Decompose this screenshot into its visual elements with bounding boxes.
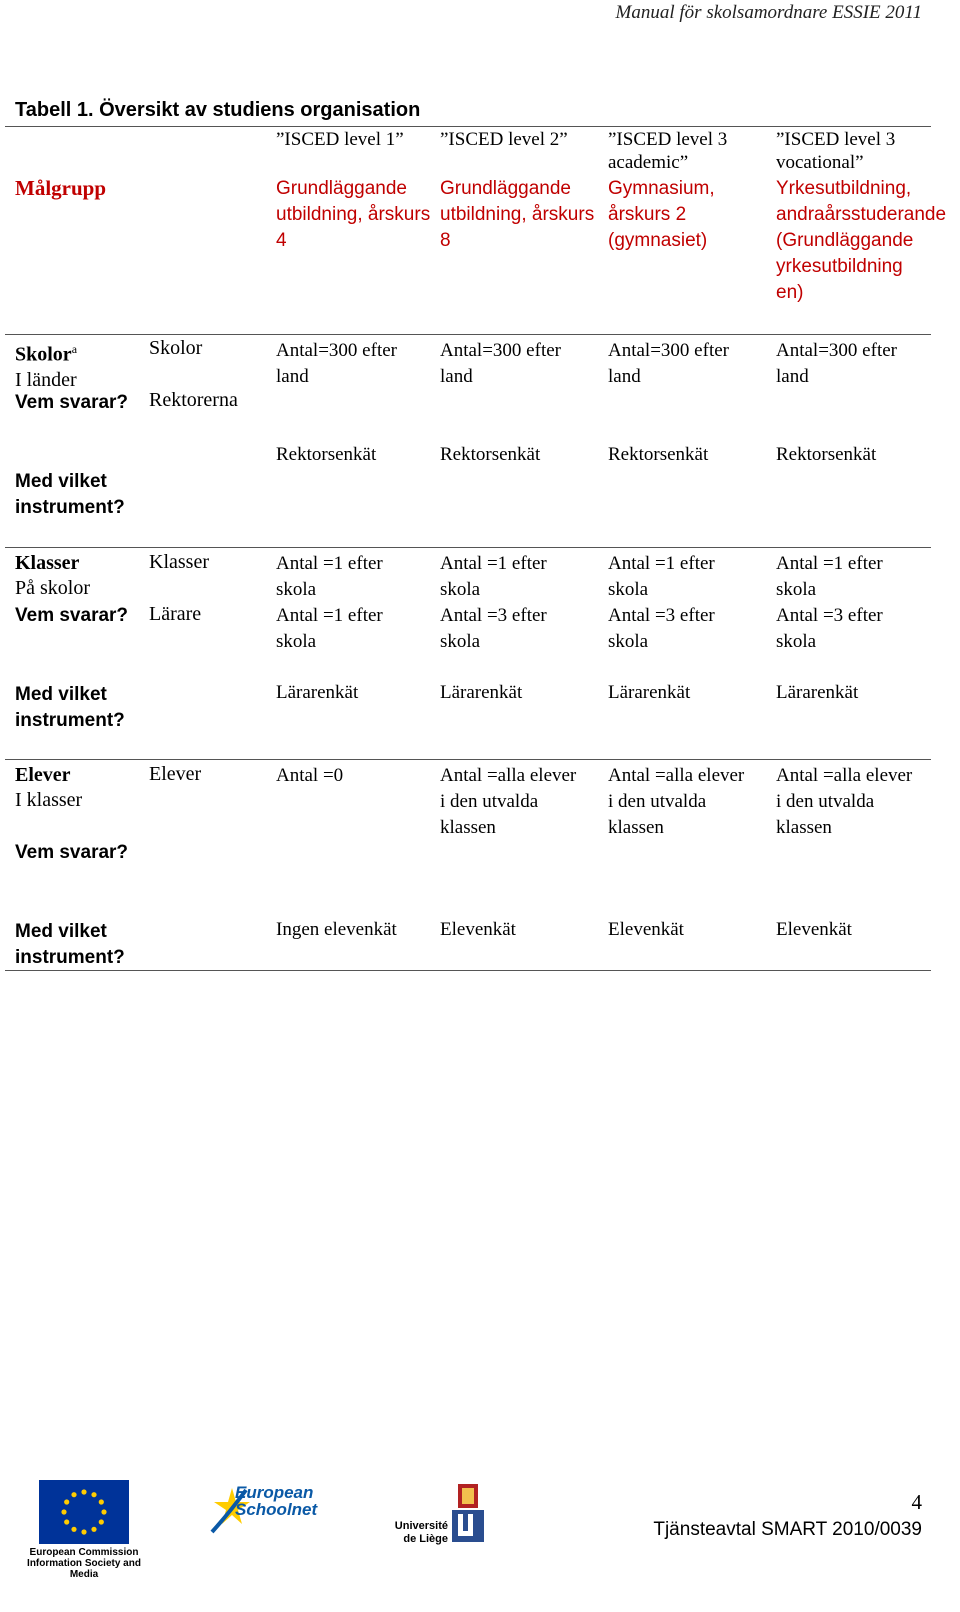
count-cell: Antal =0 — [276, 765, 344, 786]
row-label-sub: I länder — [15, 368, 77, 391]
count-cell: Antal=300 efter land — [276, 340, 397, 387]
vem-svarar-label: Vem svarar? — [15, 392, 129, 413]
count-cell: Antal=300 efter land — [776, 340, 897, 387]
liege-crest-icon — [450, 1482, 486, 1544]
column-header: ”ISCED level 3 academic” — [608, 129, 728, 173]
instrument-cell: Lärarenkät — [276, 682, 359, 703]
instrument-cell: Rektorsenkät — [276, 444, 377, 465]
footnote-marker: a — [71, 342, 78, 356]
count-cell: Antal =1 efter skola — [276, 553, 383, 600]
table-rule-bottom — [5, 970, 931, 971]
column-header: ”ISCED level 3 vocational” — [776, 129, 896, 173]
row-label-main: Klasser — [15, 552, 80, 574]
unit-cell: Skolor — [149, 337, 203, 359]
row-label-sub: I klasser — [15, 789, 83, 811]
count-cell: Antal =alla elever i den utvalda klassen — [608, 765, 745, 838]
count-cell: Antal =1 efter skola — [440, 553, 547, 600]
instrument-cell: Ingen elevenkät — [276, 919, 397, 940]
target-group-cell: Gymnasium, årskurs 2 (gymnasiet) — [608, 178, 715, 251]
liege-logo-text: Université de Liège — [394, 1520, 448, 1545]
vem-svarar-label: Vem svarar? — [15, 605, 129, 626]
row-label-malgrupp: Målgrupp — [15, 176, 107, 200]
instrument-cell: Lärarenkät — [776, 682, 859, 703]
contract-reference: Tjänsteavtal SMART 2010/0039 — [653, 1519, 922, 1540]
universite-de-liege-logo — [390, 1482, 490, 1544]
instrument-label: Med vilket instrument? — [15, 684, 125, 731]
instrument-cell: Lärarenkät — [440, 682, 523, 703]
column-header: ”ISCED level 2” — [440, 129, 568, 150]
instrument-cell: Rektorsenkät — [440, 444, 541, 465]
column-header: ”ISCED level 1” — [276, 129, 404, 150]
respondent-count-cell: Antal =1 efter skola — [276, 605, 383, 652]
european-schoolnet-logo — [210, 1482, 335, 1542]
instrument-cell: Elevenkät — [440, 919, 516, 940]
target-group-cell: Grundläggande utbildning, årskurs 8 — [440, 178, 595, 251]
row-label-elever — [15, 763, 82, 813]
page-number: 4 — [911, 1490, 922, 1514]
instrument-cell: Rektorsenkät — [776, 444, 877, 465]
ec-logo — [14, 1480, 154, 1580]
instrument-label: Med vilket instrument? — [15, 471, 125, 518]
respondent-count-cell: Antal =3 efter skola — [440, 605, 547, 652]
unit-cell: Klasser — [149, 551, 209, 573]
ec-logo-text: European Commission Information Society and Media — [27, 1547, 141, 1580]
table-rule — [5, 334, 931, 335]
row-label-skolor — [15, 337, 77, 393]
count-cell: Antal =1 efter skola — [776, 553, 883, 600]
instrument-label: Med vilket instrument? — [15, 921, 125, 968]
eu-flag-icon — [39, 1480, 129, 1544]
target-group-cell: Yrkesutbildning, andraårsstuderande (Grundläggande yrkesutbildning en) — [776, 178, 947, 303]
table-rule — [5, 759, 931, 760]
table-rule — [5, 547, 931, 548]
running-header: Manual för skolsamordnare ESSIE 2011 — [615, 2, 922, 23]
row-label-sub: På skolor — [15, 577, 90, 599]
instrument-cell: Elevenkät — [608, 919, 684, 940]
unit-cell: Elever — [149, 763, 202, 785]
count-cell: Antal=300 efter land — [608, 340, 729, 387]
instrument-cell: Rektorsenkät — [608, 444, 709, 465]
respondent-count-cell: Antal =3 efter skola — [608, 605, 715, 652]
vem-svarar-label: Vem svarar? — [15, 842, 129, 863]
count-cell: Antal =alla elever i den utvalda klassen — [440, 765, 577, 838]
row-label-main: Skolor — [15, 343, 72, 366]
count-cell: Antal=300 efter land — [440, 340, 561, 387]
respondent-count-cell: Antal =3 efter skola — [776, 605, 883, 652]
schoolnet-logo-text: European Schoolnet — [235, 1483, 318, 1519]
target-group-cell: Grundläggande utbildning, årskurs 4 — [276, 178, 431, 251]
count-cell: Antal =1 efter skola — [608, 553, 715, 600]
count-cell: Antal =alla elever i den utvalda klassen — [776, 765, 913, 838]
table-caption: Tabell 1. Översikt av studiens organisation — [15, 99, 421, 121]
respondent-cell: Lärare — [149, 603, 202, 625]
row-label-main: Elever — [15, 764, 71, 786]
instrument-cell: Elevenkät — [776, 919, 852, 940]
respondent-cell: Rektorerna — [149, 389, 238, 411]
table-rule-top — [5, 126, 931, 127]
instrument-cell: Lärarenkät — [608, 682, 691, 703]
row-label-klasser — [15, 551, 90, 601]
